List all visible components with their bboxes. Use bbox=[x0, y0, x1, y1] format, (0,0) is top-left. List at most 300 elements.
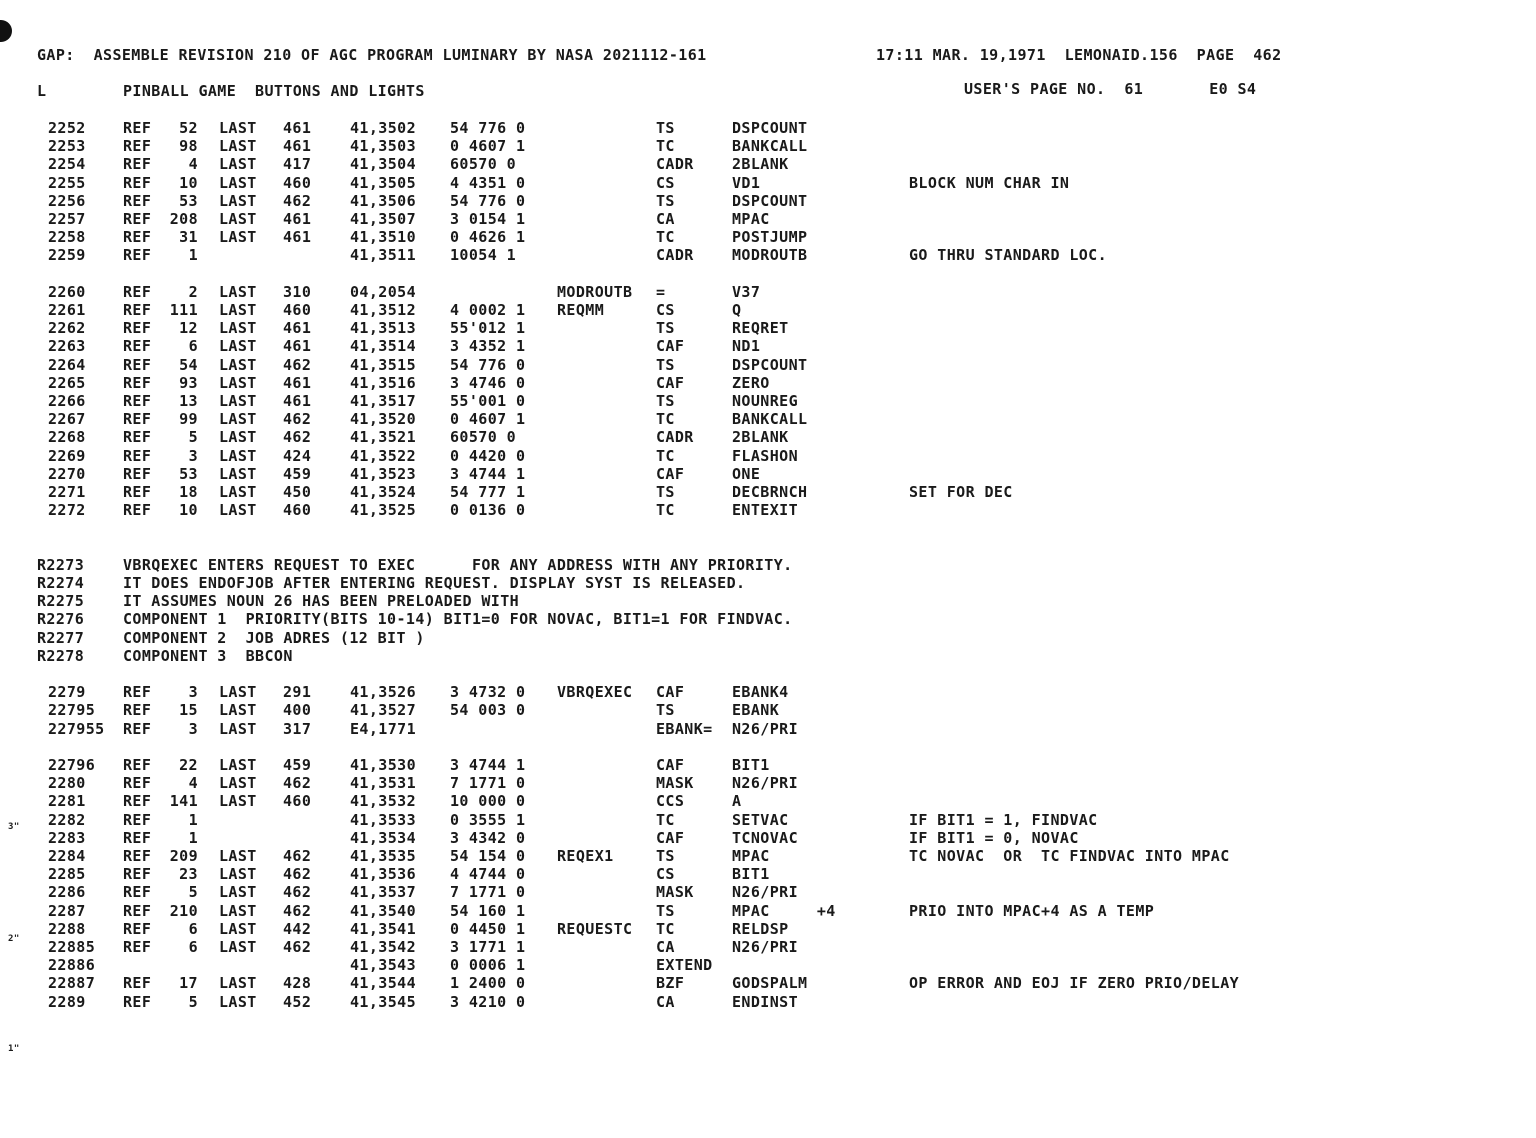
cell-ref: REF bbox=[123, 938, 152, 956]
cell-operand: EBANK bbox=[732, 701, 780, 720]
cell-comment: SET FOR DEC bbox=[909, 483, 1013, 501]
cell-code: 54 777 1 bbox=[450, 483, 526, 501]
cell-addr: 41,3531 bbox=[350, 774, 417, 793]
cell-addr: 41,3524 bbox=[350, 483, 417, 501]
cell-addr: 41,3530 bbox=[350, 756, 417, 774]
cell-ref: REF bbox=[123, 774, 152, 793]
cell-operand: ND1 bbox=[732, 337, 761, 356]
cell-ref: REF bbox=[123, 992, 152, 1011]
cell-rn: 3 bbox=[188, 683, 198, 702]
cell-ln: 428 bbox=[283, 974, 312, 993]
cell-op: TC bbox=[656, 446, 675, 465]
cell-comment: PRIO INTO MPAC+4 AS A TEMP bbox=[909, 901, 1155, 920]
cell-operand: TCNOVAC bbox=[732, 828, 799, 847]
cell-ln: 462 bbox=[283, 865, 312, 884]
cell-ref: REF bbox=[123, 337, 152, 356]
cell-ref: REF bbox=[123, 883, 152, 902]
cell-rn: 6 bbox=[188, 337, 198, 356]
cell-ln: 310 bbox=[283, 282, 312, 301]
cell-addr: 41,3525 bbox=[350, 501, 417, 520]
cell-seq: 22796 bbox=[48, 756, 96, 774]
cell-code: 0 4607 1 bbox=[450, 137, 526, 156]
remark-text: IT ASSUMES NOUN 26 HAS BEEN PRELOADED WITH bbox=[123, 592, 520, 611]
cell-operand: DSPCOUNT bbox=[732, 119, 808, 137]
cell-seq: 2287 bbox=[48, 901, 86, 920]
remark-text: COMPONENT 3 BBCON bbox=[123, 646, 293, 665]
cell-rn: 208 bbox=[169, 210, 198, 228]
cell-seq: 2262 bbox=[48, 319, 86, 338]
cell-last: LAST bbox=[219, 974, 257, 993]
cell-seq: 2288 bbox=[48, 919, 86, 938]
cell-op: TS bbox=[656, 392, 675, 410]
cell-addr: 41,3504 bbox=[350, 155, 417, 174]
cell-ref: REF bbox=[123, 701, 152, 720]
cell-last: LAST bbox=[219, 883, 257, 902]
cell-last: LAST bbox=[219, 228, 257, 247]
cell-seq: 2253 bbox=[48, 137, 86, 156]
remark-seq: R2278 bbox=[37, 646, 85, 665]
cell-last: LAST bbox=[219, 847, 257, 865]
cell-operand: NOUNREG bbox=[732, 392, 799, 410]
cell-ref: REF bbox=[123, 119, 152, 137]
cell-ln: 452 bbox=[283, 992, 312, 1011]
remark-seq: R2276 bbox=[37, 610, 85, 629]
cell-ref: REF bbox=[123, 792, 152, 811]
cell-rn: 53 bbox=[179, 191, 198, 210]
cell-op: CAF bbox=[656, 683, 685, 702]
cell-last: LAST bbox=[219, 901, 257, 920]
cell-code: 54 776 0 bbox=[450, 355, 526, 374]
cell-last: LAST bbox=[219, 865, 257, 884]
cell-last: LAST bbox=[219, 792, 257, 811]
cell-operand: ENTEXIT bbox=[732, 501, 799, 520]
cell-ref: REF bbox=[123, 919, 152, 938]
cell-op: TC bbox=[656, 228, 675, 247]
cell-operand: DECBRNCH bbox=[732, 483, 808, 501]
cell-label: REQMM bbox=[557, 301, 605, 319]
cell-op: EXTEND bbox=[656, 956, 713, 975]
cell-rn: 52 bbox=[179, 119, 198, 137]
cell-ref: REF bbox=[123, 319, 152, 338]
cell-op: CADR bbox=[656, 155, 694, 174]
cell-code: 3 4352 1 bbox=[450, 337, 526, 356]
cell-last: LAST bbox=[219, 137, 257, 156]
cell-seq: 2258 bbox=[48, 228, 86, 247]
cell-code: 0 0136 0 bbox=[450, 501, 526, 520]
cell-operand: BIT1 bbox=[732, 865, 770, 884]
cell-operand: MPAC +4 bbox=[732, 901, 836, 920]
cell-rn: 54 bbox=[179, 355, 198, 374]
cell-ln: 442 bbox=[283, 919, 312, 938]
cell-addr: 41,3511 bbox=[350, 246, 417, 265]
cell-ref: REF bbox=[123, 974, 152, 993]
cell-seq: 2286 bbox=[48, 883, 86, 902]
cell-op: CAF bbox=[656, 373, 685, 392]
cell-operand: MPAC bbox=[732, 847, 770, 865]
cell-seq: 2257 bbox=[48, 210, 86, 228]
cell-addr: 41,3535 bbox=[350, 847, 417, 865]
cell-rn: 2 bbox=[188, 282, 198, 301]
cell-addr: 41,3522 bbox=[350, 446, 417, 465]
cell-last: LAST bbox=[219, 210, 257, 228]
cell-op: EBANK= bbox=[656, 719, 713, 738]
cell-rn: 23 bbox=[179, 865, 198, 884]
cell-code: 54 160 1 bbox=[450, 901, 526, 920]
cell-operand: POSTJUMP bbox=[732, 228, 808, 247]
cell-seq: 2256 bbox=[48, 191, 86, 210]
cell-seq: 2259 bbox=[48, 246, 86, 265]
cell-code: 10054 1 bbox=[450, 246, 517, 265]
cell-comment: TC NOVAC OR TC FINDVAC INTO MPAC bbox=[909, 847, 1230, 865]
cell-seq: 2263 bbox=[48, 337, 86, 356]
cell-addr: 41,3527 bbox=[350, 701, 417, 720]
cell-ref: REF bbox=[123, 137, 152, 156]
cell-comment: IF BIT1 = 1, FINDVAC bbox=[909, 810, 1098, 829]
cell-operand: DSPCOUNT bbox=[732, 355, 808, 374]
cell-code: 4 4744 0 bbox=[450, 865, 526, 884]
cell-operand: FLASHON bbox=[732, 446, 799, 465]
cell-last: LAST bbox=[219, 337, 257, 356]
cell-last: LAST bbox=[219, 282, 257, 301]
cell-ref: REF bbox=[123, 901, 152, 920]
cell-last: LAST bbox=[219, 446, 257, 465]
cell-last: LAST bbox=[219, 501, 257, 520]
margin-mark-2: 2" bbox=[8, 934, 20, 944]
cell-code: 10 000 0 bbox=[450, 792, 526, 811]
cell-operand: A bbox=[732, 792, 742, 811]
cell-operand: VD1 bbox=[732, 173, 761, 192]
cell-last: LAST bbox=[219, 719, 257, 738]
cell-code: 0 3555 1 bbox=[450, 810, 526, 829]
cell-op: CCS bbox=[656, 792, 685, 811]
cell-addr: 41,3515 bbox=[350, 355, 417, 374]
cell-ln: 459 bbox=[283, 464, 312, 483]
cell-seq: 2282 bbox=[48, 810, 86, 829]
cell-code: 55'012 1 bbox=[450, 319, 526, 338]
header-timestamp: 17:11 MAR. 19,1971 LEMONAID.156 PAGE 462 bbox=[876, 46, 1282, 64]
cell-operand: DSPCOUNT bbox=[732, 191, 808, 210]
cell-last: LAST bbox=[219, 683, 257, 702]
cell-ln: 461 bbox=[283, 319, 312, 338]
cell-last: LAST bbox=[219, 119, 257, 137]
cell-comment: IF BIT1 = 0, NOVAC bbox=[909, 828, 1079, 847]
cell-rn: 22 bbox=[179, 756, 198, 774]
cell-last: LAST bbox=[219, 428, 257, 447]
cell-ln: 462 bbox=[283, 938, 312, 956]
cell-ln: 462 bbox=[283, 883, 312, 902]
cell-addr: 41,3514 bbox=[350, 337, 417, 356]
cell-addr: 41,3505 bbox=[350, 173, 417, 192]
remark-seq: R2277 bbox=[37, 628, 85, 647]
cell-addr: 41,3532 bbox=[350, 792, 417, 811]
cell-op: TS bbox=[656, 701, 675, 720]
cell-op: CA bbox=[656, 938, 675, 956]
cell-last: LAST bbox=[219, 191, 257, 210]
cell-seq: 2270 bbox=[48, 464, 86, 483]
cell-code: 54 776 0 bbox=[450, 119, 526, 137]
cell-addr: 41,3523 bbox=[350, 464, 417, 483]
cell-seq: 22887 bbox=[48, 974, 96, 993]
cell-addr: 41,3521 bbox=[350, 428, 417, 447]
margin-mark-3: 3" bbox=[8, 822, 20, 832]
cell-code: 4 0002 1 bbox=[450, 301, 526, 319]
cell-op: TC bbox=[656, 501, 675, 520]
cell-rn: 53 bbox=[179, 464, 198, 483]
remark-seq: R2274 bbox=[37, 574, 85, 592]
cell-ln: 461 bbox=[283, 392, 312, 410]
cell-rn: 3 bbox=[188, 446, 198, 465]
cell-operand: N26/PRI bbox=[732, 719, 799, 738]
cell-operand: ONE bbox=[732, 464, 761, 483]
cell-rn: 4 bbox=[188, 774, 198, 793]
cell-ref: REF bbox=[123, 173, 152, 192]
cell-ln: 462 bbox=[283, 428, 312, 447]
cell-ln: 462 bbox=[283, 774, 312, 793]
cell-seq: 2269 bbox=[48, 446, 86, 465]
cell-op: CS bbox=[656, 173, 675, 192]
cell-seq: 2261 bbox=[48, 301, 86, 319]
cell-label: VBRQEXEC bbox=[557, 683, 633, 702]
cell-rn: 5 bbox=[188, 992, 198, 1011]
cell-rn: 210 bbox=[169, 901, 198, 920]
cell-operand: N26/PRI bbox=[732, 938, 799, 956]
cell-addr: 41,3537 bbox=[350, 883, 417, 902]
cell-code: 1 2400 0 bbox=[450, 974, 526, 993]
cell-op: BZF bbox=[656, 974, 685, 993]
cell-seq: 2283 bbox=[48, 828, 86, 847]
cell-seq: 2264 bbox=[48, 355, 86, 374]
cell-code: 3 4342 0 bbox=[450, 828, 526, 847]
cell-seq: 2281 bbox=[48, 792, 86, 811]
remark-text: IT DOES ENDOFJOB AFTER ENTERING REQUEST. DISPLAY SYST IS RELEASED. bbox=[123, 574, 746, 592]
cell-addr: 04,2054 bbox=[350, 282, 417, 301]
cell-last: LAST bbox=[219, 373, 257, 392]
cell-ref: REF bbox=[123, 756, 152, 774]
cell-code: 0 4420 0 bbox=[450, 446, 526, 465]
margin-ink-blot bbox=[0, 20, 12, 42]
cell-rn: 10 bbox=[179, 173, 198, 192]
cell-last: LAST bbox=[219, 483, 257, 501]
cell-last: LAST bbox=[219, 938, 257, 956]
cell-addr: 41,3545 bbox=[350, 992, 417, 1011]
cell-ref: REF bbox=[123, 428, 152, 447]
cell-op: TS bbox=[656, 847, 675, 865]
cell-addr: 41,3516 bbox=[350, 373, 417, 392]
cell-last: LAST bbox=[219, 464, 257, 483]
cell-code: 3 4210 0 bbox=[450, 992, 526, 1011]
cell-operand: BANKCALL bbox=[732, 137, 808, 156]
cell-rn: 5 bbox=[188, 883, 198, 902]
cell-ln: 460 bbox=[283, 301, 312, 319]
cell-ref: REF bbox=[123, 719, 152, 738]
header-title: GAP: ASSEMBLE REVISION 210 OF AGC PROGRAM LUMINARY BY NASA 2021112-161 bbox=[37, 46, 707, 64]
cell-addr: 41,3502 bbox=[350, 119, 417, 137]
cell-op: CA bbox=[656, 992, 675, 1011]
cell-ref: REF bbox=[123, 446, 152, 465]
remark-text: COMPONENT 2 JOB ADRES (12 BIT ) bbox=[123, 628, 425, 647]
cell-rn: 31 bbox=[179, 228, 198, 247]
cell-op: TS bbox=[656, 319, 675, 338]
cell-op: = bbox=[656, 282, 666, 301]
cell-rn: 17 bbox=[179, 974, 198, 993]
cell-ln: 461 bbox=[283, 210, 312, 228]
cell-operand: N26/PRI bbox=[732, 774, 799, 793]
cell-ref: REF bbox=[123, 392, 152, 410]
cell-code: 54 154 0 bbox=[450, 847, 526, 865]
cell-op: CS bbox=[656, 865, 675, 884]
cell-ln: 460 bbox=[283, 173, 312, 192]
cell-rn: 15 bbox=[179, 701, 198, 720]
header-l: L bbox=[37, 82, 47, 100]
cell-addr: 41,3517 bbox=[350, 392, 417, 410]
remark-seq: R2275 bbox=[37, 592, 85, 611]
cell-operand: N26/PRI bbox=[732, 883, 799, 902]
cell-operand: EBANK4 bbox=[732, 683, 789, 702]
cell-code: 60570 0 bbox=[450, 428, 517, 447]
cell-rn: 1 bbox=[188, 810, 198, 829]
cell-seq: 2279 bbox=[48, 683, 86, 702]
cell-seq: 2271 bbox=[48, 483, 86, 501]
cell-rn: 98 bbox=[179, 137, 198, 156]
cell-seq: 2284 bbox=[48, 847, 86, 865]
cell-last: LAST bbox=[219, 155, 257, 174]
cell-op: TC bbox=[656, 919, 675, 938]
cell-ln: 462 bbox=[283, 410, 312, 429]
cell-operand: REQRET bbox=[732, 319, 789, 338]
cell-operand: V37 bbox=[732, 282, 761, 301]
cell-ref: REF bbox=[123, 483, 152, 501]
cell-rn: 141 bbox=[169, 792, 198, 811]
cell-seq: 22885 bbox=[48, 938, 96, 956]
cell-addr: 41,3506 bbox=[350, 191, 417, 210]
cell-op: CS bbox=[656, 301, 675, 319]
cell-rn: 5 bbox=[188, 428, 198, 447]
cell-addr: 41,3536 bbox=[350, 865, 417, 884]
cell-operand: BANKCALL bbox=[732, 410, 808, 429]
cell-operand: MPAC bbox=[732, 210, 770, 228]
cell-addr: 41,3541 bbox=[350, 919, 417, 938]
margin-mark-1: 1" bbox=[8, 1044, 20, 1054]
cell-op: CAF bbox=[656, 464, 685, 483]
cell-ln: 461 bbox=[283, 337, 312, 356]
cell-ref: REF bbox=[123, 464, 152, 483]
cell-code: 7 1771 0 bbox=[450, 774, 526, 793]
cell-seq: 2265 bbox=[48, 373, 86, 392]
cell-rn: 4 bbox=[188, 155, 198, 174]
cell-op: TS bbox=[656, 191, 675, 210]
cell-last: LAST bbox=[219, 355, 257, 374]
cell-op: TS bbox=[656, 119, 675, 137]
cell-op: TS bbox=[656, 483, 675, 501]
cell-last: LAST bbox=[219, 774, 257, 793]
cell-ref: REF bbox=[123, 246, 152, 265]
cell-code: 0 0006 1 bbox=[450, 956, 526, 975]
cell-last: LAST bbox=[219, 319, 257, 338]
cell-addr: 41,3542 bbox=[350, 938, 417, 956]
cell-rn: 1 bbox=[188, 828, 198, 847]
cell-ref: REF bbox=[123, 191, 152, 210]
user-page-number: USER'S PAGE NO. 61 E0 S4 bbox=[964, 80, 1257, 98]
cell-seq: 2255 bbox=[48, 173, 86, 192]
cell-addr: 41,3513 bbox=[350, 319, 417, 338]
cell-ln: 417 bbox=[283, 155, 312, 174]
cell-rn: 13 bbox=[179, 392, 198, 410]
cell-ln: 460 bbox=[283, 792, 312, 811]
cell-ref: REF bbox=[123, 810, 152, 829]
cell-ln: 424 bbox=[283, 446, 312, 465]
cell-ref: REF bbox=[123, 228, 152, 247]
cell-op: CADR bbox=[656, 246, 694, 265]
cell-label: REQUESTC bbox=[557, 919, 633, 938]
cell-code: 3 0154 1 bbox=[450, 210, 526, 228]
remark-text: VBRQEXEC ENTERS REQUEST TO EXEC FOR ANY ADDRESS WITH ANY PRIORITY. bbox=[123, 555, 793, 574]
cell-seq: 2272 bbox=[48, 501, 86, 520]
cell-addr: 41,3534 bbox=[350, 828, 417, 847]
cell-ref: REF bbox=[123, 683, 152, 702]
cell-addr: 41,3533 bbox=[350, 810, 417, 829]
cell-seq: 22795 bbox=[48, 701, 96, 720]
cell-addr: 41,3543 bbox=[350, 956, 417, 975]
remark-text: COMPONENT 1 PRIORITY(BITS 10-14) BIT1=0 FOR NOVAC, BIT1=1 FOR FINDVAC. bbox=[123, 610, 793, 629]
cell-ln: 462 bbox=[283, 901, 312, 920]
cell-code: 54 776 0 bbox=[450, 191, 526, 210]
cell-addr: 41,3540 bbox=[350, 901, 417, 920]
cell-seq: 2285 bbox=[48, 865, 86, 884]
cell-last: LAST bbox=[219, 173, 257, 192]
cell-op: CA bbox=[656, 210, 675, 228]
cell-code: 3 1771 1 bbox=[450, 938, 526, 956]
cell-op: TC bbox=[656, 410, 675, 429]
cell-seq: 2252 bbox=[48, 119, 86, 137]
cell-ln: 461 bbox=[283, 228, 312, 247]
cell-code: 0 4450 1 bbox=[450, 919, 526, 938]
cell-last: LAST bbox=[219, 410, 257, 429]
cell-ln: 462 bbox=[283, 355, 312, 374]
cell-rn: 6 bbox=[188, 938, 198, 956]
cell-op: TC bbox=[656, 137, 675, 156]
cell-ref: REF bbox=[123, 865, 152, 884]
remark-seq: R2273 bbox=[37, 555, 85, 574]
cell-op: TS bbox=[656, 355, 675, 374]
cell-operand: SETVAC bbox=[732, 810, 789, 829]
cell-operand: GODSPALM bbox=[732, 974, 808, 993]
cell-op: MASK bbox=[656, 774, 694, 793]
cell-addr: 41,3526 bbox=[350, 683, 417, 702]
cell-op: MASK bbox=[656, 883, 694, 902]
cell-op: CAF bbox=[656, 337, 685, 356]
cell-last: LAST bbox=[219, 301, 257, 319]
cell-operand: ENDINST bbox=[732, 992, 799, 1011]
cell-code: 3 4732 0 bbox=[450, 683, 526, 702]
cell-addr: 41,3544 bbox=[350, 974, 417, 993]
cell-op: TS bbox=[656, 901, 675, 920]
cell-operand: 2BLANK bbox=[732, 428, 789, 447]
cell-addr: 41,3512 bbox=[350, 301, 417, 319]
cell-ref: REF bbox=[123, 410, 152, 429]
cell-op: CAF bbox=[656, 828, 685, 847]
cell-rn: 6 bbox=[188, 919, 198, 938]
cell-operand: Q bbox=[732, 301, 742, 319]
cell-rn: 12 bbox=[179, 319, 198, 338]
cell-code: 7 1771 0 bbox=[450, 883, 526, 902]
cell-code: 4 4351 0 bbox=[450, 173, 526, 192]
cell-ln: 291 bbox=[283, 683, 312, 702]
cell-addr: 41,3520 bbox=[350, 410, 417, 429]
cell-rn: 93 bbox=[179, 373, 198, 392]
cell-last: LAST bbox=[219, 919, 257, 938]
cell-code: 3 4744 1 bbox=[450, 756, 526, 774]
cell-op: TC bbox=[656, 810, 675, 829]
